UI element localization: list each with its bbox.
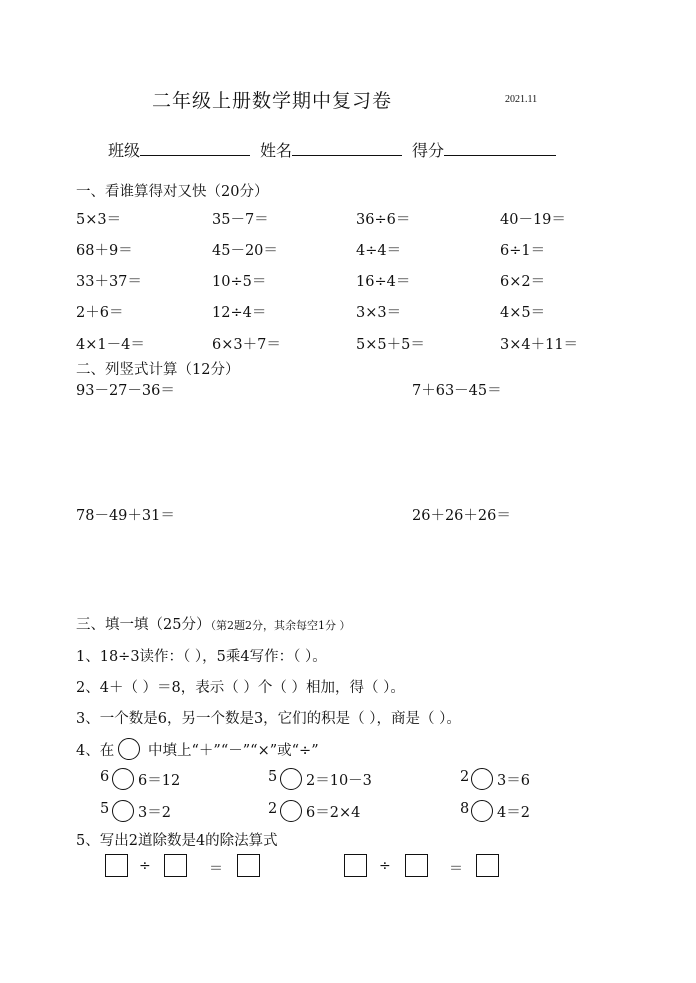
- operator-circle[interactable]: [471, 800, 493, 822]
- q4-right-expression: 3＝6: [497, 773, 530, 789]
- vertical-calc-problem: 93－27－36＝: [76, 383, 175, 399]
- name-blank[interactable]: [292, 141, 402, 156]
- score-blank[interactable]: [444, 141, 556, 156]
- answer-box-divisor[interactable]: [405, 854, 428, 877]
- section3-heading-row: [76, 613, 350, 634]
- fill-question-2: 2、4＋（ ）＝8，表示（ ）个（ ）相加，得（ ）。: [76, 680, 405, 696]
- q4-prefix: 4、在: [76, 743, 115, 759]
- calc-problem: 12÷4＝: [212, 305, 267, 321]
- calc-problem: 4×5＝: [500, 305, 546, 321]
- q4-left-operand: 5: [268, 769, 278, 785]
- fill-question-3: 3、一个数是6，另一个数是3，它们的积是（ ），商是（ ）。: [76, 711, 461, 727]
- section1-heading: 一、看谁算得对又快（20分）: [76, 184, 269, 200]
- operator-circle[interactable]: [112, 800, 134, 822]
- vertical-calc-problem: 7＋63－45＝: [412, 383, 502, 399]
- answer-box-dividend[interactable]: [344, 854, 367, 877]
- answer-box-quotient[interactable]: [476, 854, 499, 877]
- page-title: 二年级上册数学期中复习卷: [152, 90, 393, 112]
- q4-left-operand: 5: [100, 801, 110, 817]
- operator-circle[interactable]: [280, 768, 302, 790]
- q4-left-operand: 8: [460, 801, 470, 817]
- calc-problem: 36÷6＝: [356, 212, 411, 228]
- calc-problem: 5×3＝: [76, 212, 122, 228]
- score-field: [412, 138, 556, 161]
- answer-box-divisor[interactable]: [164, 854, 187, 877]
- q4-left-operand: 2: [268, 801, 278, 817]
- q4-left-operand: 2: [460, 769, 470, 785]
- exam-date: 2021.11: [505, 94, 538, 105]
- calc-problem: 6×2＝: [500, 274, 546, 290]
- calc-problem: 10÷5＝: [212, 274, 267, 290]
- equals-sign: ＝: [209, 861, 223, 877]
- q4-suffix: 中填上“＋”“－”“×”或“÷”: [148, 743, 319, 759]
- q4-right-expression: 2＝10－3: [306, 773, 372, 789]
- operator-circle[interactable]: [112, 768, 134, 790]
- q4-left-operand: 6: [100, 769, 110, 785]
- equals-sign: ＝: [449, 861, 463, 877]
- class-label: 班级: [108, 141, 141, 160]
- answer-box-quotient[interactable]: [237, 854, 260, 877]
- operator-circle[interactable]: [471, 768, 493, 790]
- calc-problem: 3×4＋11＝: [500, 337, 579, 353]
- calc-problem: 68＋9＝: [76, 243, 133, 259]
- calc-problem: 5×5＋5＝: [356, 337, 425, 353]
- calc-problem: 35－7＝: [212, 212, 269, 228]
- section3-note: （第2题2分，其余每空1分 ）: [210, 619, 351, 632]
- calc-problem: 40－19＝: [500, 212, 566, 228]
- division-sign: ÷: [379, 858, 391, 874]
- fill-question-1: 1、18÷3读作：（ ），5乘4写作：（ ）。: [76, 649, 327, 665]
- calc-problem: 4×1－4＝: [76, 337, 145, 353]
- q4-right-expression: 4＝2: [497, 805, 530, 821]
- calc-problem: 3×3＝: [356, 305, 402, 321]
- answer-box-dividend[interactable]: [105, 854, 128, 877]
- vertical-calc-problem: 78－49＋31＝: [76, 508, 175, 524]
- q4-right-expression: 6＝12: [138, 773, 181, 789]
- class-field: [108, 138, 250, 161]
- section3-heading: 三、填一填（25分）: [76, 617, 211, 633]
- calc-problem: 6÷1＝: [500, 243, 546, 259]
- vertical-calc-problem: 26＋26＋26＝: [412, 508, 511, 524]
- calc-problem: 4÷4＝: [356, 243, 402, 259]
- calc-problem: 45－20＝: [212, 243, 278, 259]
- calc-problem: 16÷4＝: [356, 274, 411, 290]
- name-label: 姓名: [260, 141, 293, 160]
- calc-problem: 6×3＋7＝: [212, 337, 281, 353]
- operator-circle[interactable]: [280, 800, 302, 822]
- name-field: [260, 138, 402, 161]
- score-label: 得分: [412, 141, 445, 160]
- division-sign: ÷: [139, 858, 151, 874]
- section2-heading: 二、列竖式计算（12分）: [76, 362, 240, 378]
- q4-right-expression: 6＝2×4: [306, 805, 361, 821]
- calc-problem: 2＋6＝: [76, 305, 124, 321]
- calc-problem: 33＋37＝: [76, 274, 142, 290]
- fill-question-5: 5、写出2道除数是4的除法算式: [76, 833, 278, 849]
- class-blank[interactable]: [140, 141, 250, 156]
- q4-right-expression: 3＝2: [138, 805, 171, 821]
- operator-circle[interactable]: [118, 738, 140, 760]
